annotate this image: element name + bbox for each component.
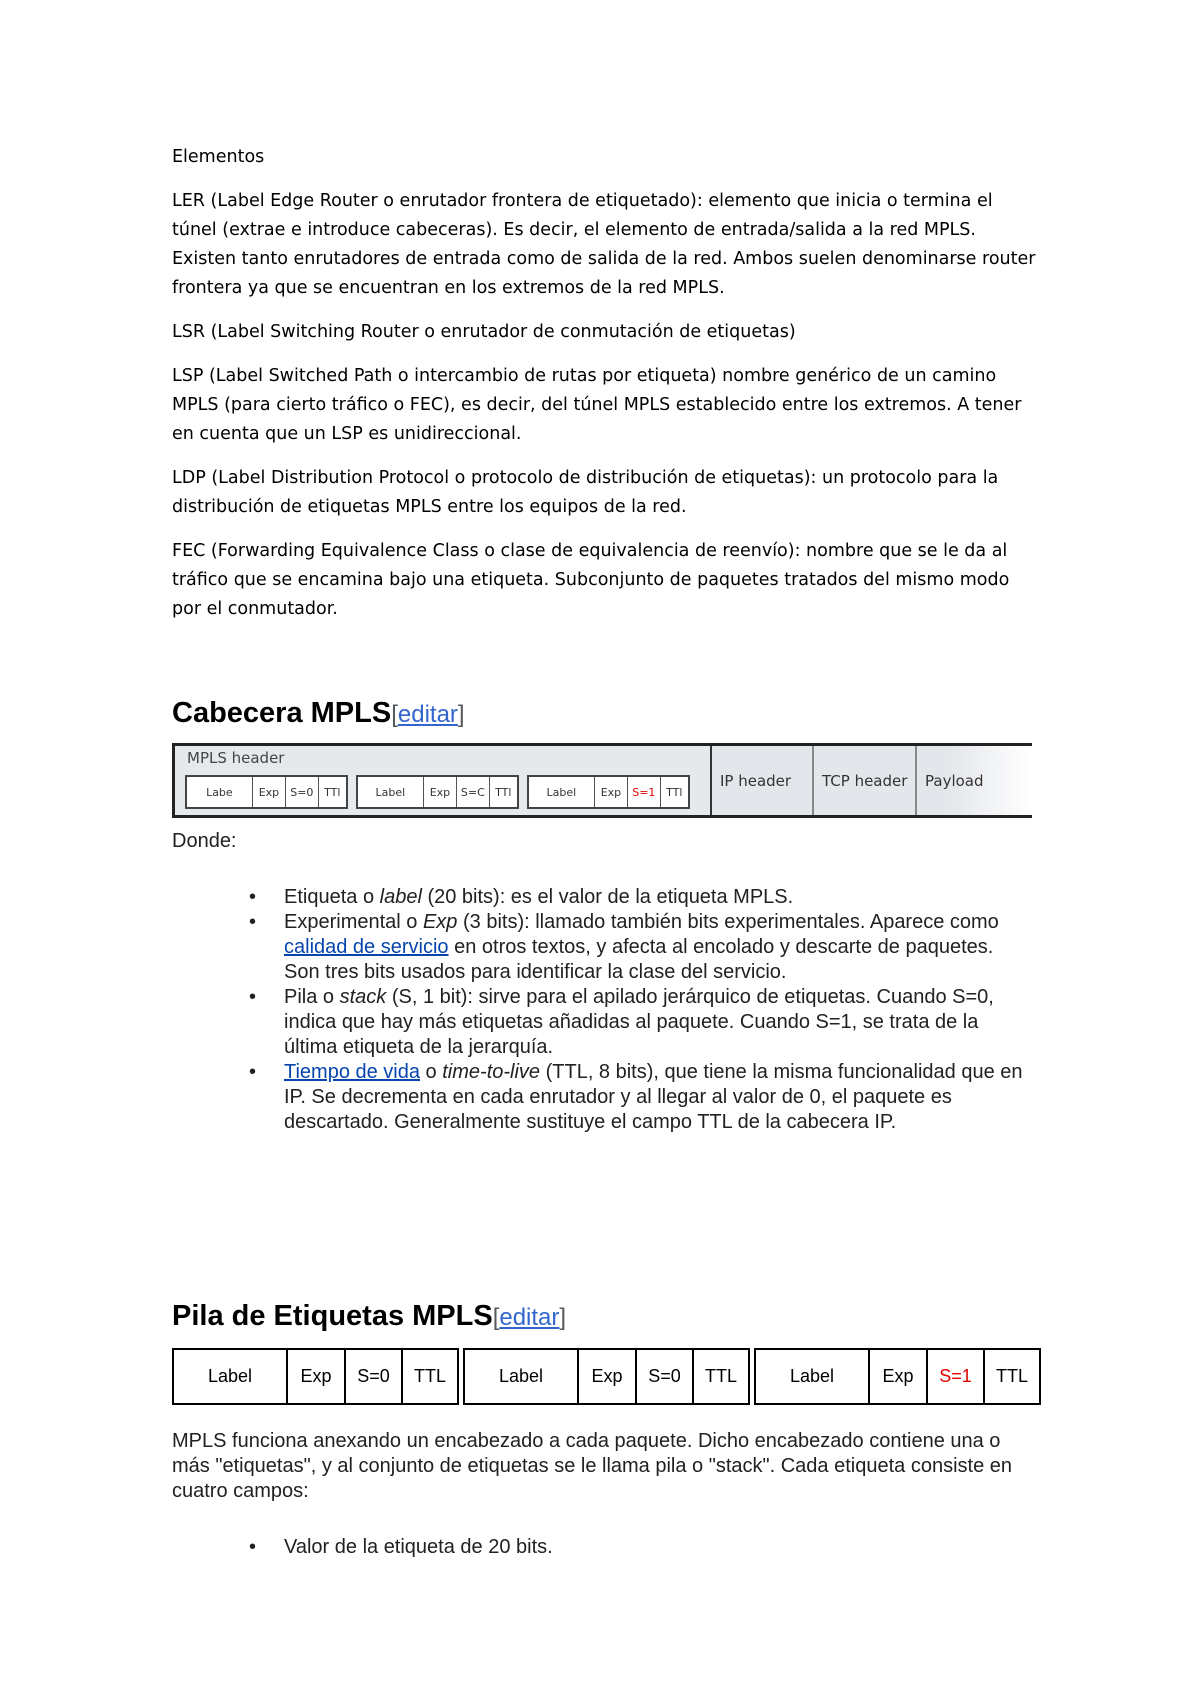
item-text: Etiqueta o (284, 886, 380, 908)
edit-bracket-open: [ (492, 1304, 500, 1331)
donde-label: Donde: (172, 830, 237, 852)
item-italic: label (379, 886, 422, 908)
edit-link[interactable]: editar (397, 701, 458, 728)
mpls-stack-paragraph: MPLS funciona anexando un encabezado a cada paquete. Dicho encabezado contiene una o más "etiquetas", y al conjunto de etiquetas se le llama pila o "stack". Cada etiqueta consiste en cuatro campos: (172, 1430, 1012, 1502)
bullet-icon: • (249, 1061, 257, 1083)
s-field: S=C (457, 777, 489, 807)
stack-label-entry (754, 1348, 1041, 1405)
label-field: Label (465, 1350, 579, 1403)
tiempo-de-vida-link[interactable]: Tiempo de vida (284, 1061, 420, 1083)
ler-paragraph: LER (Label Edge Router o enrutador frontera de etiquetado): elemento que inicia o termina el túnel (extrae e introduce cabeceras). Es decir, el elemento de entrada/salida a la red MPLS. Existen tanto enrutadores de entrada como de salida de la red. Ambos suelen denominarse router frontera ya que se encuentran en los extremos de la red MPLS. (172, 191, 1036, 298)
exp-field: Exp (424, 777, 457, 807)
bullet-icon: • (249, 886, 257, 908)
label-field: Label (756, 1350, 870, 1403)
lsp-paragraph: LSP (Label Switched Path o intercambio de rutas por etiqueta) nombre genérico de un camino MPLS (para cierto tráfico o FEC), es decir, del túnel MPLS establecido entre los extremos. A tener en cuenta que un LSP es unidireccional. (172, 366, 1022, 444)
item-text: (20 bits): es el valor de la etiqueta MPLS. (421, 886, 794, 908)
edit-section-link (391, 701, 464, 728)
list-item (249, 910, 1029, 985)
bullet-icon: • (249, 986, 257, 1008)
item-text: Experimental o (284, 911, 423, 933)
s-field: S=1 (928, 1350, 985, 1403)
s-field: S=1 (628, 777, 660, 807)
edit-bracket-open: [ (391, 701, 398, 728)
pila-etiquetas-heading (172, 1300, 566, 1333)
item-text: o (420, 1061, 443, 1083)
ttl-field: TTL (995, 1366, 1028, 1386)
stack-label-entry (172, 1348, 459, 1405)
exp-field: Exp (595, 777, 628, 807)
item-italic: stack (339, 986, 387, 1008)
item-italic: Exp (422, 911, 458, 933)
label-field: Labe (187, 777, 253, 807)
elementos-heading: Elementos (172, 147, 265, 167)
section-title: Cabecera MPLS (172, 697, 392, 729)
label-field: Label (174, 1350, 288, 1403)
item-text: Valor de la etiqueta de 20 bits. (284, 1536, 553, 1558)
exp-field: Exp (870, 1350, 928, 1403)
calidad-de-servicio-link[interactable]: calidad de servicio (284, 936, 449, 958)
stack-label-entry (463, 1348, 750, 1405)
ip-header-block: IP header (712, 746, 814, 815)
ttl-field: TTL (704, 1366, 737, 1386)
list-item (249, 985, 1029, 1060)
mpls-label-entry (527, 775, 690, 809)
item-text: (3 bits): llamado también bits experimentales. Aparece como (457, 911, 999, 933)
exp-field: Exp (288, 1350, 346, 1403)
stack-fields-list (249, 1535, 1029, 1560)
item-text: (S, 1 bit): sirve para el apilado jerárquico de etiquetas. Cuando S=0, indica que hay más etiquetas añadidas al paquete. Cuando S=1, se trata de la última etiqueta de la jerarquía. (284, 986, 994, 1058)
ldp-paragraph: LDP (Label Distribution Protocol o protocolo de distribución de etiquetas): un protocolo para la distribución de etiquetas MPLS entre los equipos de la red. (172, 468, 999, 517)
bullet-icon: • (249, 1536, 257, 1558)
s-field: S=0 (637, 1350, 694, 1403)
exp-field: Exp (253, 777, 286, 807)
campos-list (249, 885, 1029, 1135)
list-item (249, 1060, 1029, 1135)
s-field: S=0 (346, 1350, 403, 1403)
ttl-field: TTl (666, 785, 683, 799)
mpls-label-entry (356, 775, 519, 809)
list-item (249, 885, 1029, 910)
label-field: Label (358, 777, 424, 807)
edit-bracket-close: ] (457, 701, 465, 728)
item-italic: time-to-live (442, 1061, 541, 1083)
cabecera-mpls-heading (172, 697, 465, 730)
ttl-field: TTl (324, 785, 341, 799)
exp-field: Exp (579, 1350, 637, 1403)
ttl-field: TTl (495, 785, 512, 799)
bullet-icon: • (249, 911, 257, 933)
s-field: S=0 (286, 777, 318, 807)
lsr-paragraph: LSR (Label Switching Router o enrutador de conmutación de etiquetas) (172, 322, 796, 342)
section-title: Pila de Etiquetas MPLS (172, 1300, 493, 1332)
edit-section-link (493, 1304, 566, 1331)
list-item (249, 1535, 1029, 1560)
mpls-header-diagram (172, 743, 1032, 818)
payload-block: Payload (925, 771, 984, 790)
edit-bracket-close: ] (559, 1304, 567, 1331)
item-text: (TTL, 8 bits), que tiene la misma funcionalidad que en IP. Se decrementa en cada enrutador y al llegar al valor de 0, el paquete es descartado. Generalmente sustituye el campo TTL de la cabecera IP. (284, 1061, 1023, 1133)
item-text: en otros textos, y afecta al encolado y descarte de paquetes. Son tres bits usados para identificar la clase del servicio. (284, 936, 994, 983)
fec-paragraph: FEC (Forwarding Equivalence Class o clase de equivalencia de reenvío): nombre que se le da al tráfico que se encamina bajo una etiqueta. Subconjunto de paquetes tratados del mismo modo por el conmutador. (172, 541, 1010, 619)
elementos-section (172, 143, 1042, 639)
ttl-field: TTL (413, 1366, 446, 1386)
tcp-header-block: TCP header (814, 746, 917, 815)
label-field: Label (529, 777, 595, 807)
mpls-label-entry (185, 775, 348, 809)
mpls-header-block (175, 746, 712, 815)
item-text: Pila o (284, 986, 340, 1008)
mpls-header-title: MPLS header (187, 749, 285, 767)
edit-link[interactable]: editar (499, 1304, 560, 1331)
